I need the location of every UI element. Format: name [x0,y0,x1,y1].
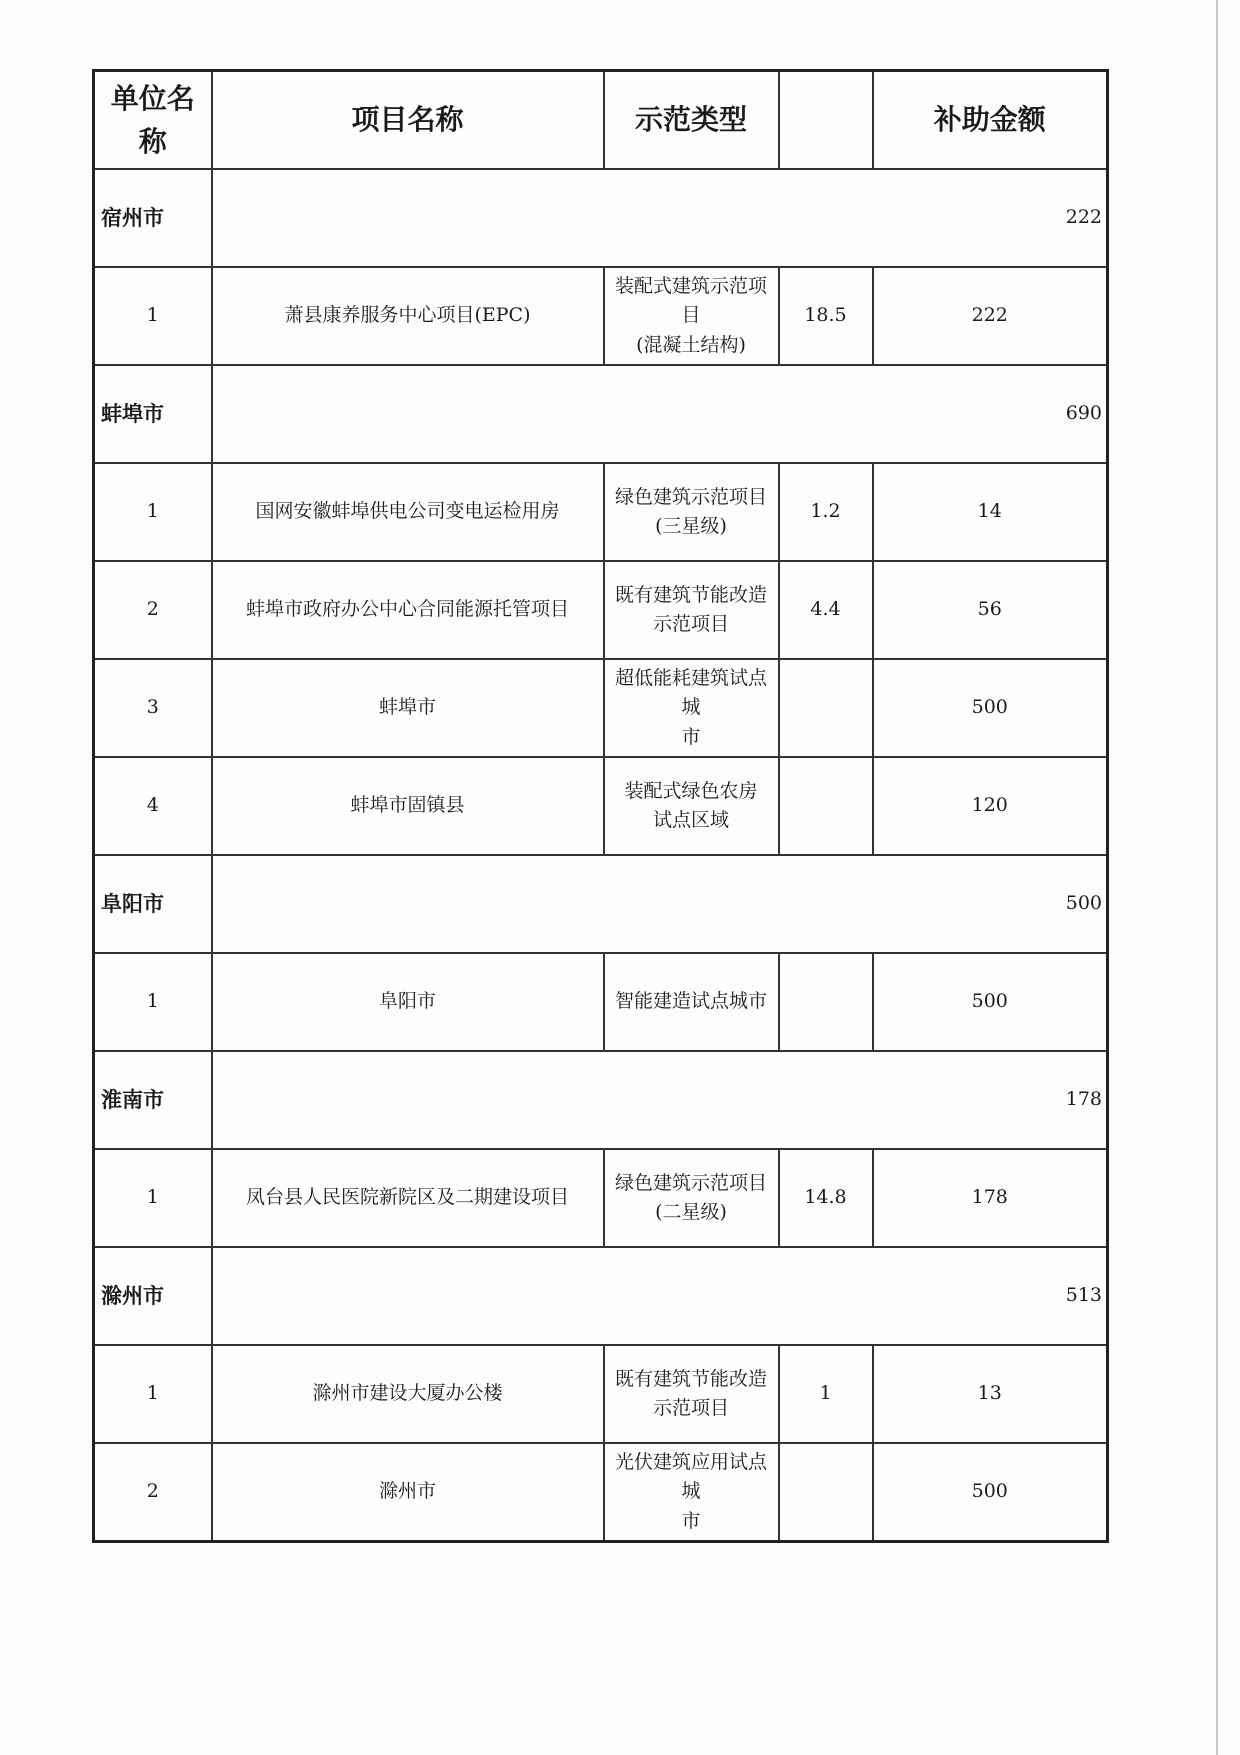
row-number: 1 [94,267,212,365]
subsidy-amount: 222 [873,267,1108,365]
unit-total: 178 [212,1051,1108,1149]
project-name: 萧县康养服务中心项目(EPC) [212,267,604,365]
row-number: 1 [94,1149,212,1247]
demo-type: 装配式建筑示范项目 (混凝土结构) [604,267,779,365]
demo-type: 装配式绿色农房 试点区域 [604,757,779,855]
subsidy-amount: 56 [873,561,1108,659]
unit-row [94,1051,1108,1149]
project-name: 阜阳市 [212,953,604,1051]
table-row [94,267,1108,365]
area-value [779,659,873,757]
unit-total: 222 [212,169,1108,267]
table-row [94,953,1108,1051]
unit-total: 513 [212,1247,1108,1345]
header-row [94,71,1108,170]
project-name: 蚌埠市 [212,659,604,757]
unit-name: 蚌埠市 [94,365,212,463]
row-number: 1 [94,953,212,1051]
subsidy-table-sheet [92,69,1106,1543]
table-body [94,169,1108,1542]
unit-name: 宿州市 [94,169,212,267]
demo-type: 智能建造试点城市 [604,953,779,1051]
header-unit-name: 单位名称 [94,71,212,170]
project-name: 蚌埠市政府办公中心合同能源托管项目 [212,561,604,659]
subsidy-amount: 500 [873,1443,1108,1542]
area-value [779,953,873,1051]
area-value: 4.4 [779,561,873,659]
unit-row [94,365,1108,463]
scan-edge-line [1216,0,1218,1755]
subsidy-amount: 14 [873,463,1108,561]
project-name: 国网安徽蚌埠供电公司变电运检用房 [212,463,604,561]
unit-name: 滁州市 [94,1247,212,1345]
project-name: 凤台县人民医院新院区及二期建设项目 [212,1149,604,1247]
unit-total: 690 [212,365,1108,463]
unit-row [94,855,1108,953]
subsidy-amount: 500 [873,659,1108,757]
table-row [94,659,1108,757]
header-project-name: 项目名称 [212,71,604,170]
row-number: 2 [94,1443,212,1542]
subsidy-amount: 500 [873,953,1108,1051]
header-demo-type: 示范类型 [604,71,779,170]
demo-type: 光伏建筑应用试点城 市 [604,1443,779,1542]
unit-total: 500 [212,855,1108,953]
table-row [94,561,1108,659]
table-row [94,757,1108,855]
area-value [779,1443,873,1542]
row-number: 2 [94,561,212,659]
demo-type: 既有建筑节能改造 示范项目 [604,561,779,659]
demo-type: 绿色建筑示范项目 (二星级) [604,1149,779,1247]
demo-type: 超低能耗建筑试点城 市 [604,659,779,757]
project-name: 蚌埠市固镇县 [212,757,604,855]
header-subsidy-amount: 补助金额 [873,71,1108,170]
row-number: 1 [94,463,212,561]
row-number: 1 [94,1345,212,1443]
unit-name: 阜阳市 [94,855,212,953]
subsidy-amount: 178 [873,1149,1108,1247]
unit-name: 淮南市 [94,1051,212,1149]
demo-type: 绿色建筑示范项目 (三星级) [604,463,779,561]
area-value: 1 [779,1345,873,1443]
area-value: 14.8 [779,1149,873,1247]
demo-type: 既有建筑节能改造 示范项目 [604,1345,779,1443]
table-row [94,1345,1108,1443]
project-name: 滁州市 [212,1443,604,1542]
row-number: 3 [94,659,212,757]
unit-row [94,169,1108,267]
table-row [94,1149,1108,1247]
area-value: 1.2 [779,463,873,561]
row-number: 4 [94,757,212,855]
project-name: 滁州市建设大厦办公楼 [212,1345,604,1443]
subsidy-amount: 13 [873,1345,1108,1443]
subsidy-amount: 120 [873,757,1108,855]
subsidy-table [92,69,1109,1543]
area-value [779,757,873,855]
unit-row [94,1247,1108,1345]
area-value: 18.5 [779,267,873,365]
table-row [94,1443,1108,1542]
table-row [94,463,1108,561]
header-blank [779,71,873,170]
